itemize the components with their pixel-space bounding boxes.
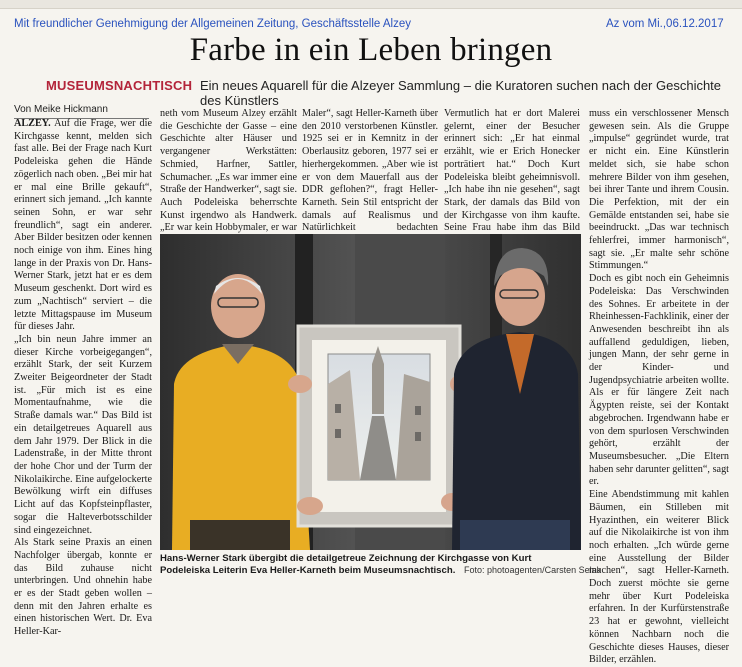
kicker: MUSEUMSNACHTISCH (46, 78, 193, 93)
permission-note: Mit freundlicher Genehmigung der Allgemeinen Zeitung, Geschäftsstelle Alzey (14, 18, 411, 30)
byline: Von Meike Hickmann (14, 104, 108, 115)
dateline: ALZEY. (14, 118, 51, 129)
article-photo (160, 234, 581, 550)
photo-illustration (160, 234, 581, 550)
column-1 (14, 118, 152, 638)
photo-caption: Hans-Werner Stark übergibt die detailgetreue Zeichnung der Kirchgasse von Kurt Podeleiska Leiterin Eva Heller-Karneth beim Museumsnachtisch. (160, 553, 532, 576)
column-3: Maler“, sagt Heller-Karneth über den 2010 verstorbenen Künstler. 1925 sei er in Kemnitz in der Oberlausitz geboren, 1977 sei er hierhergekommen. „Aber wie ist er von dem Mauerfall aus der DDR geflohen?“, fragt Heller-Karneth. Sein Stil entspricht der damals auf Realismus und Natürlichkeit bedachten (302, 108, 438, 234)
issue-date: Az vom Mi.,06.12.2017 (606, 18, 724, 30)
page-top-edge (0, 0, 742, 9)
column-1-text: Auf die Frage, wer die Kirchgasse kennt, melden sich fast alle. Bei der Frage nach Kurt Podeleiska gehen die Hände zögerlich nach oben. „Bei mir hat er mal eine Brille gekauft“, erinnert sich jemand. „Ich kannte seinen Sohn, er war sehr freundlich“, sagt ein anderer. Aber Bilder besitzen oder kennen noch einige von ihm. Eines hing lange in der Praxis von Dr. Hans-Werner Stark, jetzt hat er es dem Museum geschenkt. Dort wird es zum „Nachtisch“ serviert – die letzte Mittagspause im Museum für dieses Jahr. „Ich bin neun Jahre immer an dieser Kirche vorbeigegangen“, erzählt Stark, der seit Kurzem Zweiter Beigeordneter der Stadt ist. „Für mich ist es eine Momentaufnahme, wie die Straße damals war.“ Das Bild ist ein detailgetreues Aquarell aus dem Jahr 1979. Der Blick in die Ladenstraße, in der Mitte thront der hohe Chor und der Turm der Nikolaikirche. Eine aufgelockerte Bewölkung wirft ein diffuses Licht auf das Kopfsteinpflaster, sogar die Halteverbotsschilder sind eingezeichnet. Als Stark seine Praxis an einen Nachfolger übergab, konnte er das Bild zuhause nicht unterbringen. Und ohnehin habe er es der Stadt geben wollen – denn mit den Jahren erhalte es einen historischen Wert. Dr. Eva Heller-Kar- (14, 118, 152, 638)
column-5: muss ein verschlossener Mensch gewesen sein. Als die Gruppe „impulse“ gegründet wurde, trat er nicht ein. Eine Künstlerin meldet sich, sie habe schon mehrere Bilder von ihm gesehen, bei ihrer Tante und ihrem Cousin. Die Perfektion, mit der ein Gemälde entstanden sei, habe sie beeindruckt. „Das war technisch fehlerfrei, immer harmonisch“, sagt sie. „Er malte sehr schöne Stimmungen.“ Doch es gibt noch ein Geheimnis Podeleiska: Das Verschwinden des Sohnes. Er arbeitete in der Rheinhessen-Fachklinik, einer der Anwesenden beschreibt ihn als auffallend geduldigen, lieben, jungen Mann, der sehr gerne in der Kinder- und Jugendpsychiatrie arbeiten wollte. Als er für längere Zeit nach Ägypten reiste, sei der Kontakt abgebrochen. Irgendwann habe er von dem spurlosen Verschwinden gehört, erzählt der Museumsbesucher. „Die Eltern haben sehr darunter gelitten“, sagt er. Eine Abendstimmung mit kahlen Bäumen, ein Stilleben mit Hyazinthen, ein weiterer Blick auf die Nikolaikirche ist von ihm noch erhalten. „Ich würde gerne eine Ausstellung der Bilder machen“, sagt Heller-Karneth. Doch zuerst möchte sie gerne mehr über Kurt Podeleiska erfahren. In der Kurfürstenstraße 23 hat er gewohnt, vielleicht können Nachbarn noch die Geschichte dieses Hauses, dieser Bilder, erzählen. (589, 108, 729, 666)
subheadline: Ein neues Aquarell für die Alzeyer Sammlung – die Kuratoren suchen nach der Geschichte des Künstlers (200, 78, 722, 108)
column-2: neth vom Museum Alzey erzählt die Geschichte der Gasse – eine Geschichte alter Häuser und vergangener Werkstätten: Schmied, Harfner, Sattler, Schumacher. „Es war immer eine Straße der Handwerker“, sagt sie. Auch Podeleiska beherrschte Kunst irgendwo als Handwerk. „Er war kein Hobbymaler, er war (160, 108, 297, 234)
column-4: Vermutlich hat er dort Malerei gelernt, einer der Besucher erinnert sich: „Er hat einmal erzählt, wie er Erich Honecker porträtiert hat.“ Doch Kurt Podeleiska bleibt geheimnisvoll. „Ich habe ihn nie gesehen“, sagt Stark, der damals das Bild von der Kirchgasse von ihm kaufte. Seine Frau habe ihm das Bild (444, 108, 580, 234)
headline: Farbe in ein Leben bringen (189, 32, 553, 68)
photo-credit: Foto: photoagenten/Carsten Selak (464, 565, 602, 575)
